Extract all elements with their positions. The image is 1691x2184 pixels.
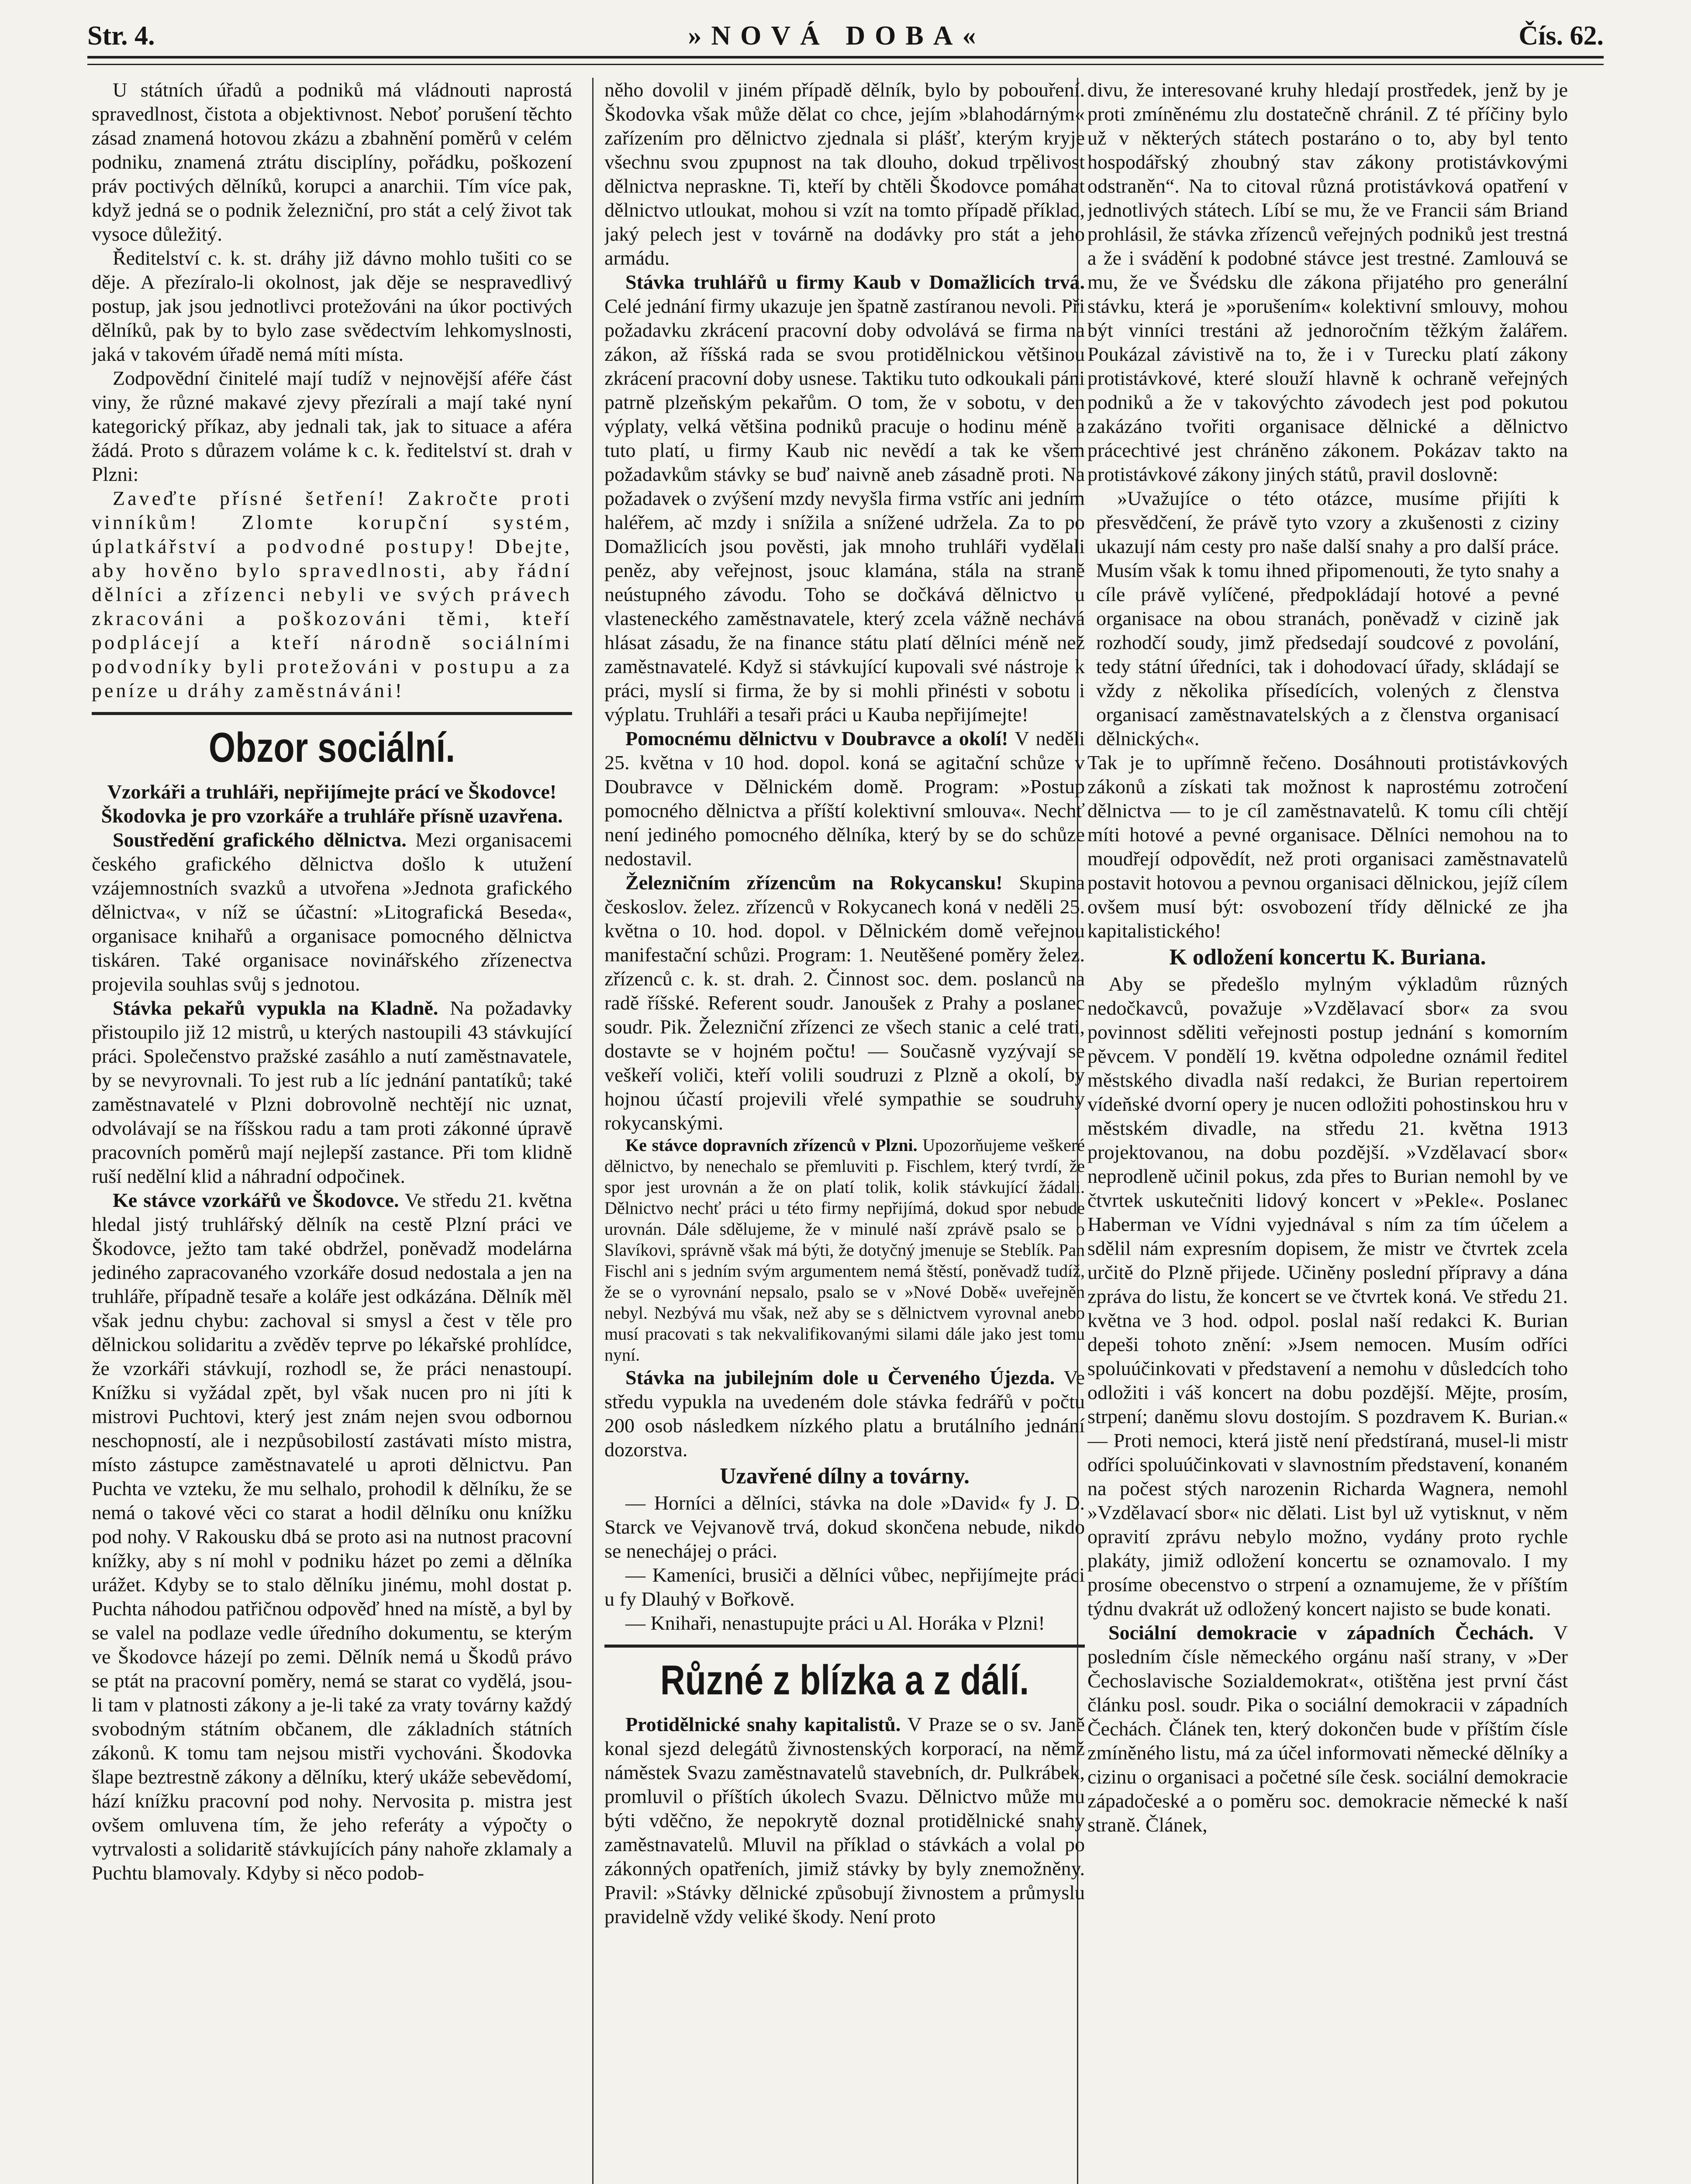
subheading: Uzavřené dílny a továrny. xyxy=(720,1464,970,1489)
paragraph: V Praze se o sv. Janě konal sjezd delegátů živnostenských korporací, na němž náměstek Svazu zaměstnavatelů stavebních, dr. Pulkrábek, promluvil o příštích úkolech Svazu. Dělnictvo může mu býti vděčno, že nepokrytě doznal protidělnické snahy zaměstnavatelů. Mluvil na příklad o stávkách a volal po zákonných opatřeních, jimiž stávky by byly znemožněny. Pravil: »Stávky dělnické způsobují živnostem a průmyslu pravidelně vždy veliké škody. Není proto xyxy=(604,1713,1085,1928)
paragraph: Tak je to upřímně řečeno. Dosáhnouti protistávkových zákonů a získati tak možnost k naprostému zotročení dělnictva — to je cíl zaměstnavatelů. K tomu cíli chtějí míti hotové a pevné organisace. Dělníci nemohou na to moudřejí odpovědít, než proti organisaci zaměstnavatelů postavit hotovou a pevnou organisaci dělnickou, jejíž cílem ovšem musí být: osvobození třídy dělnické ze jha kapitalistického! xyxy=(1087,751,1568,942)
headline: Železničním zřízencům na Rokycansku! xyxy=(625,871,1003,894)
column-2 xyxy=(604,78,1085,2184)
headline: Stávka pekařů vypukla na Kladně. xyxy=(113,997,438,1019)
headline: Stávka na jubilejním dole u Červeného Újezda. xyxy=(625,1366,1055,1389)
section-title: Různé z blízka a z dálí. xyxy=(660,1657,1029,1704)
paragraph: V neděli 25. května v 10 hod. dopol. koná se agitační schůze v Doubravce v Dělnickém domě. Program: »Postup pomocného dělnictva a příští kolektivní smlouva«. Nechť není jediného pomocného dělníka, který by se do schůze nedostavil. xyxy=(604,727,1085,870)
paragraph: — Knihaři, nenastupujte práci u Al. Horáka v Plzni! xyxy=(625,1612,1045,1634)
section-rule xyxy=(604,1645,1085,1648)
headline: Stávka truhlářů u firmy Kaub v Domažlicích trvá. xyxy=(625,271,1085,293)
newspaper-title: »NOVÁ DOBA« xyxy=(688,21,986,51)
column-divider xyxy=(592,78,594,2184)
paragraph: něho dovolil v jiném případě dělník, bylo by pobouření. Škodovka však může dělat co chce, jejím »blahodárným« zařízením pro dělnictvo zjednala si plášť, kterým kryje všechnu svou zpupnost na tak dlouho, dokud trpělivost dělnictva neprasknе. Ti, kteří by chtěli Škodovce pomáhat dělnictvo utloukat, mohou si vzít na tomto případě příklad, jaký pelech jest v továrně na dodávky pro stát a jeho armádu. xyxy=(604,79,1085,269)
paragraph-emphasis: Zaveďte přísné šetření! Zakročte proti vinníkům! Zlomte korupční systém, úplatkářství a podvodné postupy! Dbejte, aby hověno bylo spravedlnosti, aby řádní dělníci a zřízenci nebyli ve svých právech zkracováni a poškozováni těmi, kteří podplácejí a kteří národně sociálními podvodníky byli protežováni v postupu a za peníze u dráhy zaměstnáváni! xyxy=(92,487,572,702)
header-rule xyxy=(87,56,1604,65)
page-number: Str. 4. xyxy=(87,21,155,51)
headline: Vzorkáři a truhláři, nepřijímejte prácí ve Škodovce! Škodovka je pro vzorkáře a truhláře přísně uzavřena. xyxy=(101,781,563,827)
headline: Ke stávce vzorkářů ve Škodovce. xyxy=(113,1189,399,1211)
headline: Pomocnému dělnictvu v Doubravce a okolí! xyxy=(625,727,1008,750)
paragraph: Skupina českoslov. želez. zřízenců v Rokycanech koná v neděli 25. května o 10. hod. dopol. v Dělnickém domě veřejnou manifestační schůzi. Program: 1. Neutěšené poměry želez. zřízenců c. k. st. drah. 2. Činnost soc. dem. poslanců na radě říšské. Referent soudr. Janoušek z Prahy a poslanec soudr. Pik. Železniční zřízenci ze všech stanic a celé trati, dostavte se v hojném počtu! — Současně vyzývají se veškeří voliči, kteří volili soudruzi z Plzně a okolí, by hojnou účastí projevili vřelé sympathie se soudruhy rokycanskými. xyxy=(604,871,1085,1134)
quotation: »Uvažujíce o této otázce, musíme přijíti k přesvědčení, že právě tyto vzory a zkušenosti z ciziny ukazují nám cesty pro naše další snahy a pro další práce. Musím však k tomu ihned připomenouti, že tyto snahy a cíle právě vylíčené, předpokládají hotové a pevné organisace na obou stranách, poněvadž v cizině jak rozhodčí soudy, jimž předsedají soudcové z povolání, tedy státní úředníci, tak i dohodovací úřady, skládají se vždy z několika přísedících, volených z členstva organisací zaměstnavatelských a z členstva organisací dělnických«. xyxy=(1096,487,1559,750)
subheading: K odložení koncertu K. Buriana. xyxy=(1169,945,1486,970)
page-header xyxy=(87,16,1604,52)
section-title: Obzor sociální. xyxy=(208,724,456,771)
paragraph: Mezi organisacemi českého grafického dělnictva došlo k utužení vzájemnostních svazků a utvořena »Jednota grafického dělnictva«, v níž se účastní: »Litografická Beseda«, organisace knihařů a organisace pomocného dělnictva tiskáren. Také organisace novinářského zřízenectva projevila souhlas svůj s jednotou. xyxy=(92,829,572,995)
paragraph: Ve středu vypukla na uvedeném dole stávka fedrářů v počtu 200 osob následkem nízkého platu a brutálního jednání dozorstva. xyxy=(604,1366,1085,1461)
paragraph: Upozorňujeme veškeré dělnictvo, by nenechalo se přemluviti p. Fischlem, který tvrdí, že spor jest urovnán a že on platí tolik, kolik stávkující žádali. Dělnictvo nechť práci u této firmy nepřijímá, dokud spor nebude urovnán. Dále sdělujeme, že v minulé naší zprávě psalo se o Slavíkovi, správně však má býti, že dotyčný jmenuje se Steblík. Pan Fischl ani s jedním svým argumentem nemá štěstí, poněvadž tudíž, že se o vyrovnání nepsalo, psalo se v »Nové Době« uveřejněn nebyl. Nezbývá mu však, než aby se s dělnictvem vyrovnal anebo musí pracovati s tak nekvalifikovanými silami dále jako jest tomu nyní. xyxy=(604,1135,1085,1365)
paragraph: Aby se předešlo mylným výkladům různých nedočkavců, považuje »Vzdělavací sbor« za svou povinnost sděliti veřejnosti postup jednání s komorním pěvcem. V pondělí 19. května odpoledne oznámil ředitel městského divadla naší redakci, že Burian repertoirem vídeňské dvorní opery je nucen odložiti pohostinskou hru v městském divadle, na středu 21. května 1913 projektovanou, na dobu pozdější. »Vzdělavací sbor« neprodleně učinil pokus, zda přes to Burian nemohl by ve čtvrtek uskutečniti lidový koncert v »Pekle«. Poslanec Haberman ve Vídni vyjednával s ním za tím účelem a sdělil nám expresním dopisem, že mistr ve čtvrtek zcela určitě do Plzně přijede. Učiněny poslední přípravy a dána zpráva do listu, že koncert se ve čtvrtek koná. Ve středu 21. května ve 3 hod. odpol. poslal naší redakci K. Burian depeši tohoto znění: »Jsem nemocen. Musím odříci spoluúčinkovati v představení a nemohu v důsledcích toho odložiti i váš koncert na dobu pozdější. Mějte, prosím, strpení; daněmu slovu dostojím. S pozdravem K. Burian.« — Proti nemoci, která jistě není předstíraná, musel-li mistr odříci spoluúčinkovati v slavnostním představení, konaném na počest stých narozenin Richarda Wagnera, nemohl »Vzdělavací sbor« nic dělati. List byl už vytisknut, v něm opravití zprávu nebylo možno, vydány proto rychle plakáty, jimiž odložení koncertu se oznamovalo. I my prosíme obecenstvo o strpení a oznamujeme, že v příštím týdnu dvakrát už odložený koncert najisto se bude konati. xyxy=(1087,973,1568,1620)
issue-number: Čís. 62. xyxy=(1518,21,1604,51)
headline: Soustředění grafického dělnictva. xyxy=(113,829,407,851)
paragraph: Ředitelství c. k. st. dráhy již dávno mohlo tušiti co se děje. A přezíralo-li okolnost, jak děje se nespravedlivý postup, jak jsou jednotlivci protežováni na úkor poctivých dělníků, pak by to bylo zase svědectvím lehkomyslnosti, jaká v takovém úřadě nemá míti místa. xyxy=(92,247,572,365)
paragraph: divu, že interesované kruhy hledají prostředek, jenž by je proti zmíněnému zlu dostatečně chránil. Z té příčiny bylo už v některých státech postaráno o to, aby byl tento hospodářský zhoubný stav zákony protistávkovými odstraněn“. Na to citoval různá protistávková opatření v jednotlivých státech. Líbí se mu, že ve Francii sám Briand prohlásil, že stávka zřízenců veřejných podniků jest trestná a že i svádění k podobné stávce jest trestné. Zamlouvá se mu, že ve Švédsku dle zákona přijatého pro generální stávku, která je »porušením« kolektivní smlouvy, mohou být vinníci trestáni až jednoročním těžkým žalářem. Poukázal závistivě na to, že i v Turecku platí zákony protistávkové, které slouží hlavně k ochraně veřejných podniků a že v takovýchto závodech jest pod pokutou zakázáno tvořiti organisace dělnické a dělnictvo prácechtivé jest chráněno zákonem. Pokázav takto na protistávkové zákony jiných států, pravil doslovně: xyxy=(1087,79,1568,485)
paragraph: Na požadavky přistoupilo již 12 mistrů, u kterých nastoupili 43 stávkující práci. Společenstvo pražské zasáhlo a nutí zaměstnavatele, by se nevyrovnali. To jest rub a líc jednání pantatíků; také zaměstnavatelé v Plzni dobrovolně nechtějí nic uznat, odvolávají se na říšskou radu a tam proti zákonné úpravě pracovních poměrů mají nejlepší zastance. Při tom klidně ruší nedělní klid a náhradní odpočinek. xyxy=(92,997,572,1187)
paragraph: — Horníci a dělníci, stávka na dole »David« fy J. D. Starck ve Vejvanově trvá, dokud skončena nebude, nikdo se nenechájej o práci. xyxy=(604,1492,1085,1562)
paragraph: U státních úřadů a podniků má vládnouti naprostá spravedlnost, čistota a objektivnost. Neboť porušení těchto zásad znamená hotovou zkázu a zbahnění poměrů v celém podniku, znamená ztrátu disciplíny, pořádku, poškození práv poctivých dělníků, korupci a anarchii. Tím více pak, když jedná se o podnik železniční, pro stát a celý život tak vysoce důležitý. xyxy=(92,79,572,245)
paragraph: — Kameníci, brusiči a dělníci vůbec, nepřijímejte práci u fy Dlauhý v Bořkově. xyxy=(604,1564,1085,1610)
column-1 xyxy=(92,78,572,2184)
headline: Sociální demokracie v západních Čechách. xyxy=(1108,1621,1534,1644)
section-rule xyxy=(92,712,572,715)
column-3 xyxy=(1087,78,1568,2184)
paragraph: Celé jednání firmy ukazuje jen špatně zastíranou nevoli. Při požadavku zkrácení pracovní doby odvolává se firma na zákon, až říšská rada se svou protidělnickou většinou zkrácení pracovní doby usnese. Taktiku tuto odkoukali páni patrně plzeňským pekařům. O tom, že v sobotu, v den výplaty, velká většina podniků pracuje o hodinu méně a tuto platí, u firmy Kaub nic nevědí a tak ke všem požadavkům stávky se buď naivně aneb zásadně proti. Na požadavek o zvýšení mzdy nevyšla firma vstříc ani jedním haléřem, ač mzdy i snížila a snížené udržela. Za to po Domažlicích jsou pověsti, jak mnoho truhláři vydělali peněz, aby veřejnost, jsouc klamána, stála na straně neústupného závodu. Toho se dočkává dělnictvo u vlasteneckého zaměstnavatele, který zcela vážně nechává hlásat zásadu, že na finance státu platí dělníci méně než zaměstnavatelé. Když si stávkující kupovali své nástroje k práci, myslí si firma, že by si mohli přinésti v sobotu i výplatu. Truhláři a tesaři práci u Kauba nepřijímejte! xyxy=(604,295,1085,726)
paragraph: V posledním čísle německého orgánu naší strany, v »Der Čechoslavische Sozialdemokrat«, otištěna jest první část článku posl. soudr. Pika o sociální demokracii v západních Čechách. Článek ten, který dokončen bude v příštím čísle zmíněného listu, má za účel informovati německé dělníky a cizinu o organisaci a početné síle česk. sociální demokracie západočeské a o poměru soc. demokracie německé k naší straně. Článek, xyxy=(1087,1621,1568,1836)
paragraph: Zodpovědní činitelé mají tudíž v nejnovější aféře část viny, že různé makavé zjevy přezírali a mají také nyní kategorický příkaz, aby jednali tak, jak to situace a aféra žádá. Proto s důrazem voláme k c. k. ředitelství st. drah v Plzni: xyxy=(92,367,572,485)
headline: Protidělnické snahy kapitalistů. xyxy=(625,1713,901,1735)
headline: Ke stávce dopravních zřízenců v Plzni. xyxy=(625,1135,918,1155)
paragraph: Ve středu 21. května hledal jistý truhlářský dělník na cestě Plzní práci ve Škodovce, ježto tam také obdržel, poněvadž modelárna jediného zapracovaného vzorkáře dosud nedostala a jen na truhláře, případně tesaře a koláře jest odkázána. Dělník měl však jednu chybu: zachoval si smysl a čest v těle pro dělnickou solidaritu a zvěděv teprve po lékařské prohlídce, že vzorkáři stávkují, rozhodl se, že práci nenastoupí. Knížku si vyžádal zpět, byl však nucen pro ni jíti k mistrovi Puchtovi, který jest znám nejen svou odbornou neschopností, ale i nezpůsobilostí zastávati místo mistra, místo zástupce zaměstnavatelé u aproti dělnictvu. Pan Puchta ve vzteku, že mu selhalo, prohodil k dělníku, že se nemá o takové věci co starat a hodil dělníku onu knížku pod nohy. V Rakousku dbá se proto asi na nutnost pracovní knížky, aby s ní mohl v podniku házet po zemi a dělníka urážet. Kdyby se to stalo dělníku jinému, mohl dostat p. Puchta náhodou patřičnou odpověď hned na místě, a byl by se valel na podlaze vedle úředního dokumentu, se kterým ve Škodovce házejí po zemi. Dělník nemá u Škodů právo se ptát na pracovní poměry, nemá se starat co vydělá, jsou-li tam v platnosti zákony a je-li také za vraty továrny každý svobodným státním občanem, dle základních státních zákonů. K tomu tam nejsou mistři vychováni. Škodovka šlape beztrestně zákony a dělníku, který ukáže sebevědomí, hází knížku pracovní pod nohy. Nervosita p. mistra jest ovšem omluvena tím, že jeho referáty a výpočty o vytrvalosti a solidaritě stávkujících pány nahoře zklamaly a Puchtu blamovaly. Kdyby si něco podob- xyxy=(92,1189,572,1884)
